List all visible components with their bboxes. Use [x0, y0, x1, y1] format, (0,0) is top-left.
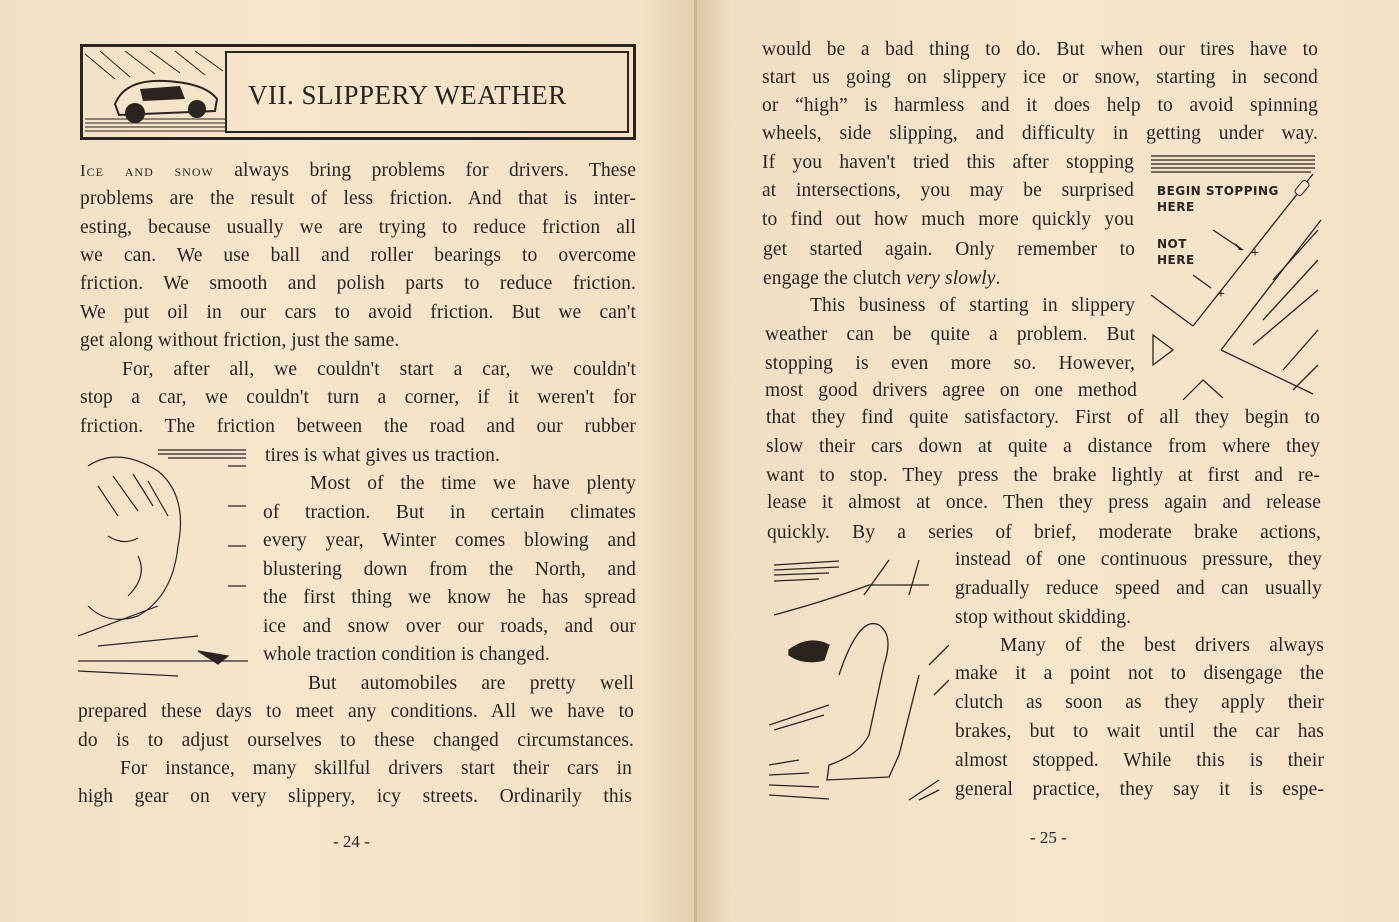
- right-page-text-line: clutch as soon as they apply their: [955, 692, 1324, 713]
- right-page-text-line: weather can be quite a problem. But: [765, 324, 1135, 345]
- right-page-text-line: most good drivers agree on one method: [765, 380, 1137, 401]
- not-here-label: [1157, 236, 1195, 268]
- right-page-text-line: This business of starting in slippery: [810, 295, 1135, 316]
- left-page-text-line: ice and snow over our roads, and our: [263, 616, 636, 637]
- left-page-text-line: For, after all, we couldn't start a car, we couldn't: [122, 359, 636, 380]
- right-page-text-line: [763, 267, 1000, 291]
- left-page-text-line: do is to adjust ourselves to these changed circumstances.: [78, 730, 634, 751]
- left-page-text-line: stop a car, we couldn't turn a corner, if it weren't for: [80, 387, 636, 408]
- right-page-text-line: or “high” is harmless and it does help to avoid spinning: [762, 95, 1318, 116]
- left-page-text-line: prepared these days to meet any conditions. All we have to: [78, 701, 634, 722]
- right-page-text-line: to find out how much more quickly you: [762, 209, 1134, 230]
- left-page-text-line: tires is what gives us traction.: [265, 445, 500, 466]
- car-in-rain-illustration: [85, 49, 225, 137]
- left-page-text-line: We put oil in our cars to avoid friction. But we can't: [80, 302, 636, 323]
- left-page-text-line: get along without friction, just the same.: [80, 330, 400, 351]
- right-page-text-line: stopping is even more so. However,: [765, 353, 1135, 374]
- right-page-text-line: get started again. Only remember to: [763, 239, 1135, 260]
- right-page-text-line: Many of the best drivers always: [1000, 635, 1324, 656]
- svg-text:+: +: [1251, 246, 1259, 261]
- right-page-text-line: make it a point not to disengage the: [955, 663, 1324, 684]
- small-caps-lead-in: Ice and snow: [80, 161, 214, 180]
- right-page-text-line: quickly. By a series of brief, moderate brake actions,: [767, 522, 1321, 543]
- right-page-text-line: would be a bad thing to do. But when our tires have to: [762, 39, 1318, 60]
- left-page-text-line: blustering down from the North, and: [263, 559, 636, 580]
- right-page-text-line: want to stop. They press the brake lightly at first and re-: [766, 465, 1320, 486]
- left-page-text-line: of traction. But in certain climates: [263, 502, 636, 523]
- italic-emphasis: very slowly: [906, 268, 996, 289]
- left-page-text-line: whole traction condition is changed.: [263, 644, 550, 665]
- text-segment: .: [995, 268, 1001, 289]
- right-page-text-line: instead of one continuous pressure, they: [955, 549, 1322, 570]
- left-page-text-line: high gear on very slippery, icy streets. Ordinarily this: [78, 786, 632, 807]
- svg-text:+: +: [1217, 287, 1225, 302]
- not-text: NOT: [1157, 237, 1187, 251]
- right-page-text-line: that they find quite satisfactory. First of all they begin to: [766, 407, 1320, 428]
- left-page-text-line: Most of the time we have plenty: [310, 473, 636, 494]
- left-page-text-line: For instance, many skillful drivers start their cars in: [120, 758, 632, 779]
- text-segment: engage the clutch: [763, 268, 907, 289]
- right-page-text-line: start us going on slippery ice or snow, starting in second: [762, 67, 1318, 88]
- right-page-text-line: gradually reduce speed and can usually: [955, 578, 1322, 599]
- right-page-text-line: almost stopped. While this is their: [955, 750, 1324, 771]
- left-page-text-line: friction. The friction between the road and our rubber: [80, 416, 636, 437]
- begin-stopping-text: BEGIN STOPPING: [1157, 184, 1279, 198]
- left-page-text-line: problems are the result of less friction. And that is inter-: [80, 188, 636, 209]
- right-page-text-line: If you haven't tried this after stopping: [762, 152, 1134, 173]
- left-page-text-line: But automobiles are pretty well: [308, 673, 634, 694]
- page-number-right: - 25 -: [1030, 828, 1067, 847]
- left-page-text-line: the first thing we know he has spread: [263, 587, 636, 608]
- foot-on-pedal-illustration: [769, 555, 949, 805]
- left-page-text-line: every year, Winter comes blowing and: [263, 530, 636, 551]
- left-page-text-line: friction. We smooth and polish parts to reduce friction.: [80, 273, 636, 294]
- left-page-text-line: esting, because usually we are trying to reduce friction all: [80, 217, 636, 238]
- text-segment: always bring problems for drivers. These: [213, 160, 637, 181]
- winter-face-illustration: [78, 446, 248, 686]
- begin-stopping-label: [1157, 183, 1279, 215]
- left-page-text-line: we can. We use ball and roller bearings to overcome: [80, 245, 636, 266]
- right-page-text-line: lease it almost at once. Then they press again and release: [767, 492, 1321, 513]
- chapter-title: VII. SLIPPERY WEATHER: [248, 80, 567, 110]
- page-number-left: - 24 -: [333, 832, 370, 851]
- right-page-text-line: wheels, side slipping, and difficulty in getting under way.: [762, 123, 1318, 144]
- right-page-text-line: at intersections, you may be surprised: [762, 180, 1134, 201]
- right-page-text-line: stop without skidding.: [955, 607, 1132, 628]
- begin-stopping-here-text: HERE: [1157, 200, 1195, 214]
- right-page-text-line: brakes, but to wait until the car has: [955, 721, 1324, 742]
- left-page-text-line: [80, 159, 636, 183]
- right-page-text-line: slow their cars down at quite a distance from where they: [766, 436, 1320, 457]
- right-page-text-line: general practice, they say it is espe-: [955, 779, 1324, 800]
- not-here-text: HERE: [1157, 253, 1195, 267]
